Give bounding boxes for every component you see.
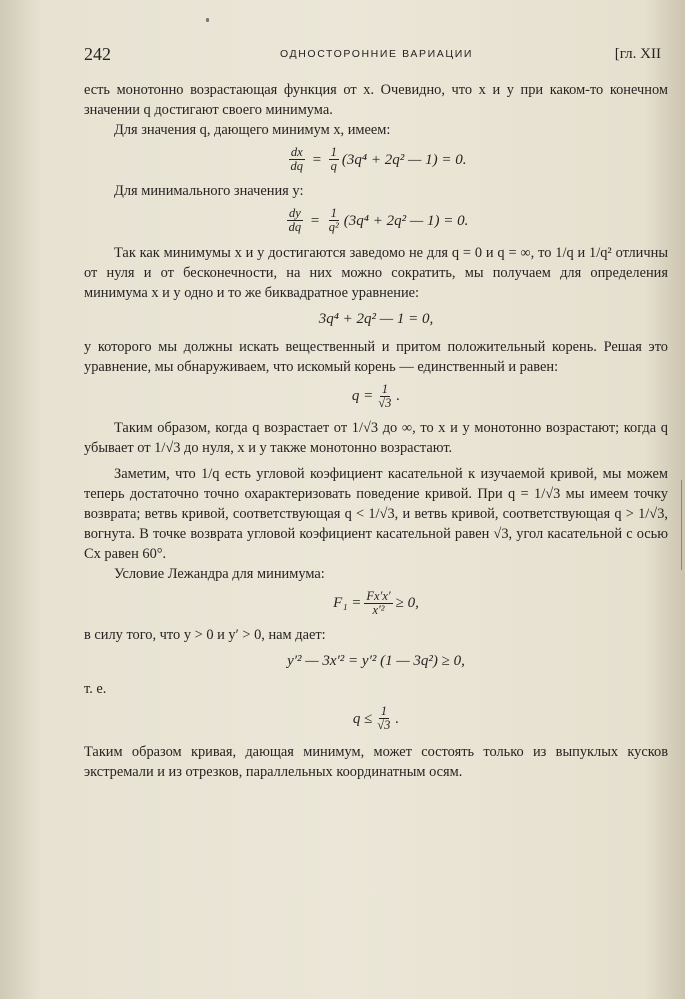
equation-1-rest: (3q⁴ + 2q² — 1) = 0. [341, 151, 467, 168]
ink-speck [206, 18, 209, 22]
paragraph-6: Таким образом, когда q возрастает от 1/√3 до ∞, то x и y монотонно возрастают; когда q убывает от 1/√3 до нуля, x и y также монотонно возрастают. [84, 419, 668, 456]
equation-condition: y′² — 3x′² = y′² (1 — 3q²) ≥ 0, [287, 653, 465, 669]
paragraph-7: Заметим, что 1/q есть угловой коэфициент касательной к изучаемой кривой, мы можем теперь достаточно точно охарактеризовать поведение кривой. При q = 1/√3 мы имеем точку возврата; ветвь кривой, соответствующая q < 1/√3, и ветвь кривой, соответствующая q > 1/√3, вогнута. В точке возврата угловой коэфициент касательной равен √3, угол касательной с осью Cx равен 60°. [84, 465, 668, 562]
fraction-1-q2: $\frac{1}{\text{q²}}$ [328, 206, 339, 235]
equation-biquadratic: 3q⁴ + 2q² — 1 = 0, [318, 310, 434, 327]
chapter-label: [гл. XII [614, 46, 661, 62]
equation-legendre: F₁ = $\frac{Fx'x'}{\text{x′²}}$ ≥ 0, [333, 588, 419, 617]
page-header [84, 44, 667, 68]
equation-2-rest: (3q⁴ + 2q² — 1) = 0. [343, 212, 469, 229]
page-number: 242 [84, 44, 111, 64]
paragraph-8: Условие Лежандра для минимума: [114, 565, 325, 582]
fraction-1-sqrt3: $\frac{1}{√3}$ [378, 381, 392, 410]
paragraph-2: Для значения q, дающего минимум x, имеем: [114, 122, 391, 138]
paragraph-4: Так как минимумы x и y достигаются заведомо не для q = 0 и q = ∞, то 1/q и 1/q² отличны от нуля и от бесконечности, на них можно сократить, мы получаем для определения минимума x и y одно и то же биквадратное уравнение: [84, 244, 668, 301]
margin-rule [681, 480, 682, 570]
equation-inequality: q ≤ $\frac{1}{√3}$ . [352, 704, 400, 733]
paragraph-11: Таким образом кривая, дающая минимум, может состоять только из выпуклых кусков экстремали и из отрезков, параллельных координатным осям. [84, 744, 668, 781]
fraction-dx-dq: $\frac{dx}{dq}$ [290, 145, 304, 174]
equation-dy-dq: $\frac{dy}{dq}$ = $\frac{1}{\text{q²}}$ (3q⁴ + 2q² — 1) = 0. [288, 206, 469, 235]
equation-root: q = $\frac{1}{√3}$ . [351, 381, 401, 410]
page-body [84, 80, 668, 782]
fraction-1-q: $\frac{1}{q}$ [330, 145, 337, 174]
fraction-1-sqrt3-b: $\frac{1}{√3}$ [377, 704, 391, 733]
paragraph-5: у которого мы должны искать вещественный и притом положительный корень. Решая это уравнение, мы обнаруживаем, что искомый корень — единственный и равен: [84, 338, 668, 375]
running-title: ОДНОСТОРОННИЕ ВАРИАЦИИ [280, 48, 473, 60]
fraction-dy-dq: $\frac{dy}{dq}$ [288, 206, 302, 235]
equation-dx-dq: $\frac{dx}{dq}$ = $\frac{1}{q}$ (3q⁴ + 2q² — 1) = 0. [290, 145, 467, 174]
paragraph-9: в силу того, что y > 0 и y′ > 0, нам дает: [84, 627, 326, 643]
paragraph-3: Для минимального значения y: [114, 183, 304, 200]
fraction-legendre: $\frac{Fx'x'}{\text{x′²}}$ [366, 588, 391, 617]
paragraph-1: есть монотонно возрастающая функция от x. Очевидно, что x и y при каком-то конечном значении q достигают своего минимума. [84, 82, 668, 118]
paragraph-10: т. е. [84, 681, 107, 697]
